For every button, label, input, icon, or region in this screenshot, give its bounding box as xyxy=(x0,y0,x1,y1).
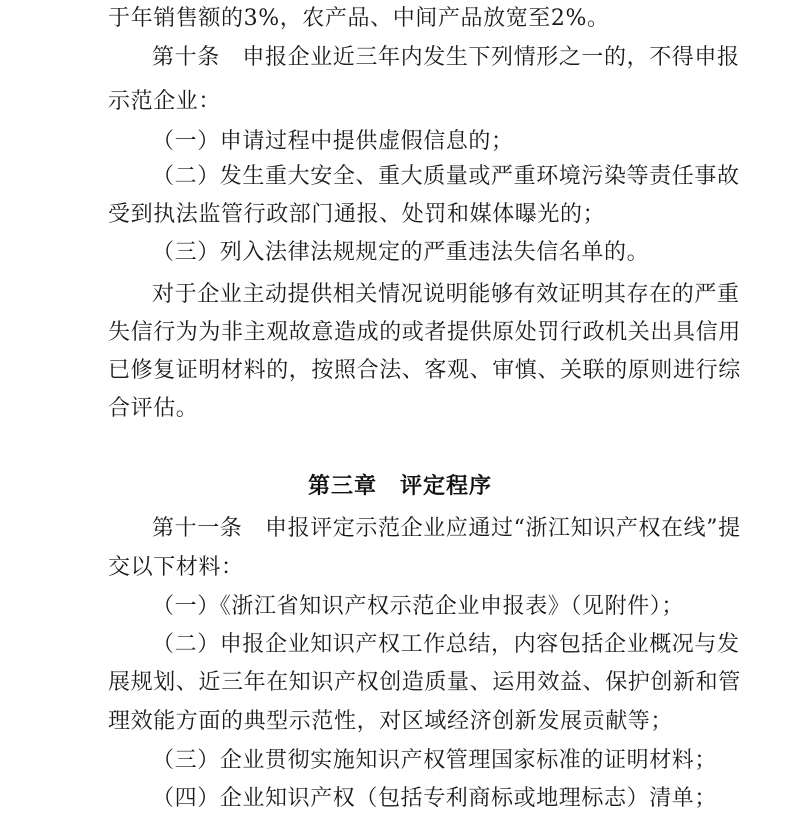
note-line: 合评估。 xyxy=(108,396,199,421)
list-item: （三）列入法律法规规定的严重违法失信名单的。 xyxy=(152,240,650,265)
list-item: 展规划、近三年在知识产权创造质量、运用效益、保护创新和管 xyxy=(108,670,741,695)
list-item: （二）发生重大安全、重大质量或严重环境污染等责任事故 xyxy=(152,164,740,189)
note-line: 失信行为为非主观故意造成的或者提供原处罚行政机关出具信用 xyxy=(108,320,741,345)
list-item: （二）申报企业知识产权工作总结，内容包括企业概况与发 xyxy=(152,632,740,657)
list-item: （一）申请过程中提供虚假信息的； xyxy=(152,129,514,154)
article-11-line: 交以下材料： xyxy=(108,555,244,580)
text-line: 于年销售额的3%，农产品、中间产品放宽至2%。 xyxy=(108,6,610,31)
list-item: 理效能方面的典型示范性，对区域经济创新发展贡献等； xyxy=(108,709,674,734)
list-item: （三）企业贯彻实施知识产权管理国家标准的证明材料； xyxy=(152,748,718,773)
article-11-line: 第十一条 申报评定示范企业应通过“浙江知识产权在线”提 xyxy=(152,516,741,541)
chapter-heading: 第三章 评定程序 xyxy=(307,474,492,499)
note-line: 已修复证明材料的，按照合法、客观、审慎、关联的原则进行综 xyxy=(108,358,741,383)
article-10-line: 示范企业： xyxy=(108,89,222,114)
list-item: （四）企业知识产权（包括专利商标或地理标志）清单； xyxy=(152,786,718,811)
list-item: （一）《浙江省知识产权示范企业申报表》（见附件）； xyxy=(152,594,685,619)
article-10-line: 第十条 申报企业近三年内发生下列情形之一的，不得申报 xyxy=(152,45,740,70)
note-line: 对于企业主动提供相关情况说明能够有效证明其存在的严重 xyxy=(152,282,740,307)
list-item: 受到执法监管行政部门通报、处罚和媒体曝光的； xyxy=(108,202,606,227)
